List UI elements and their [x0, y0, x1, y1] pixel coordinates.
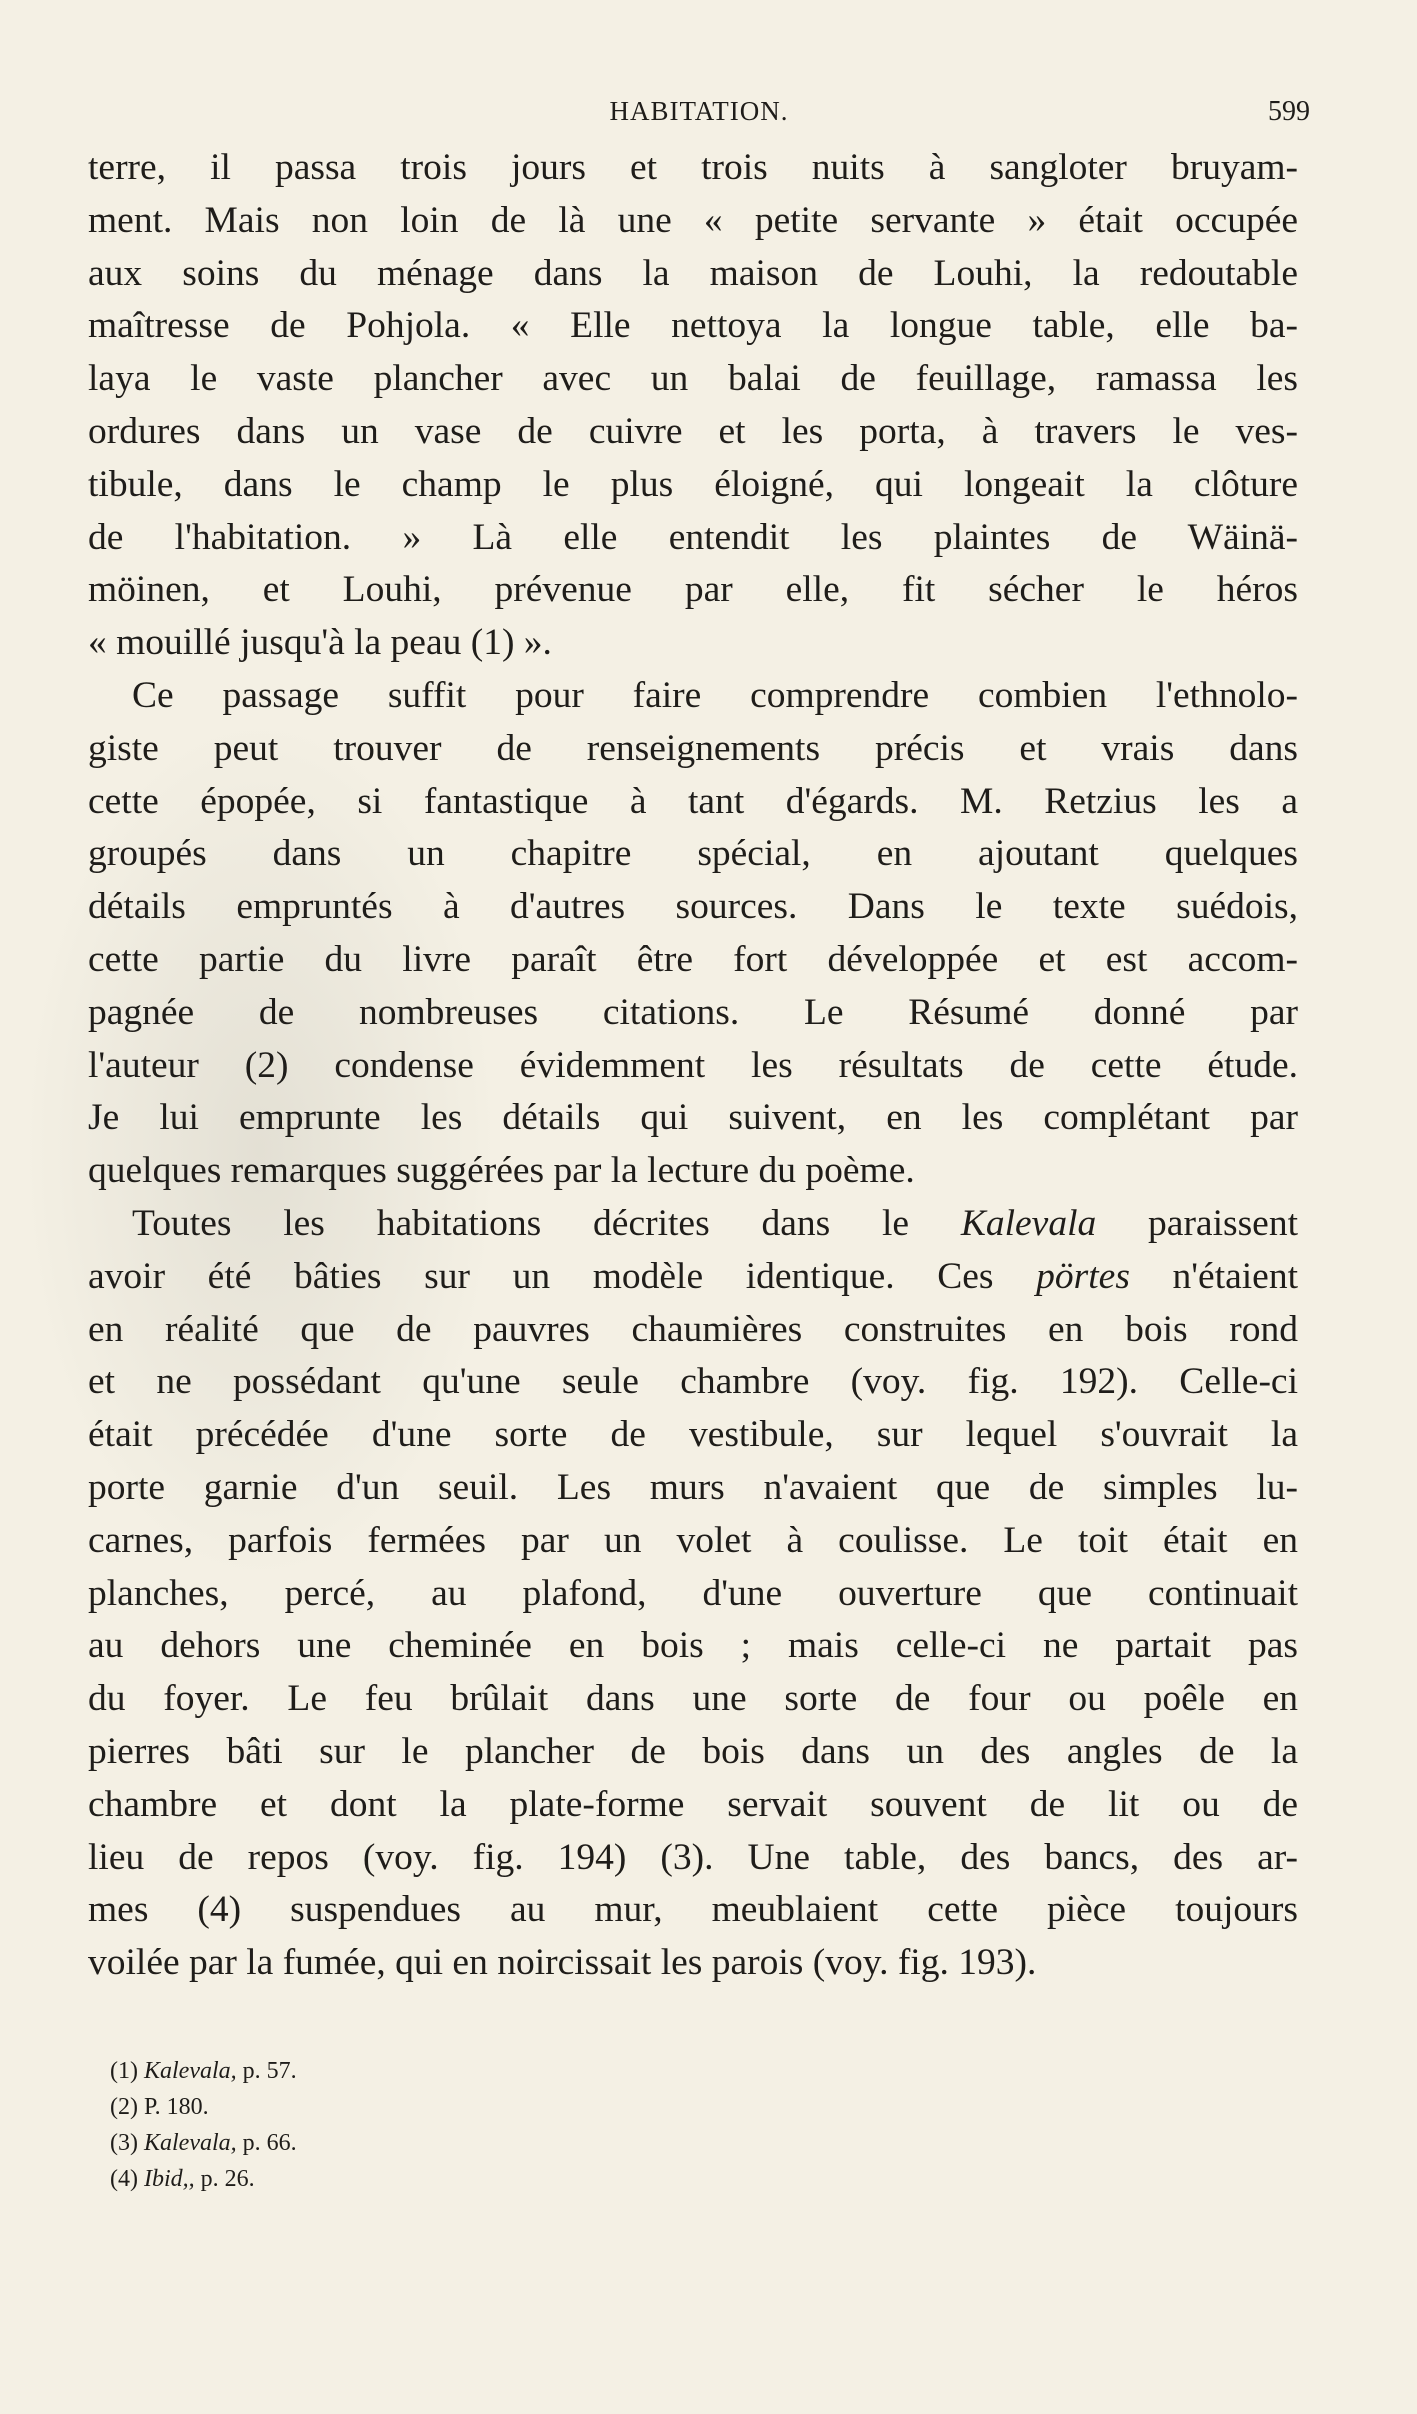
text-line: du foyer. Le feu brûlait dans une sorte de four ou poêle en: [88, 1678, 1298, 1720]
text-line: et ne possédant qu'une seule chambre (voy. fig. 192). Celle-ci: [88, 1361, 1298, 1403]
text-line: cette partie du livre paraît être fort développée et est accom-: [88, 938, 1298, 980]
text-line: maîtresse de Pohjola. « Elle nettoya la longue table, elle ba-: [88, 305, 1298, 347]
text-line: pagnée de nombreuses citations. Le Résumé donné par: [88, 991, 1298, 1033]
page-number: 599: [1268, 96, 1310, 127]
text-line: mes (4) suspendues au mur, meublaient cette pièce toujours: [88, 1889, 1298, 1931]
text-line: ordures dans un vase de cuivre et les porta, à travers le ves-: [88, 410, 1298, 452]
text-line: laya le vaste plancher avec un balai de feuillage, ramassa les: [88, 358, 1298, 400]
footnotes: [110, 2053, 810, 2197]
text-line: cette épopée, si fantastique à tant d'égards. M. Retzius les a: [88, 780, 1298, 822]
text-line: planches, percé, au plafond, d'une ouverture que continuait: [88, 1572, 1298, 1614]
text-line: « mouillé jusqu'à la peau (1) ».: [88, 622, 552, 664]
text-line: ment. Mais non loin de là une « petite servante » était occupée: [88, 199, 1298, 241]
text-line: möinen, et Louhi, prévenue par elle, fit sécher le héros: [88, 569, 1298, 611]
footnote: [110, 2161, 810, 2197]
text-line: carnes, parfois fermées par un volet à coulisse. Le toit était en: [88, 1519, 1298, 1561]
footnote-reference: p. 66.: [236, 2130, 297, 2156]
text-line: de l'habitation. » Là elle entendit les plaintes de Wäinä-: [88, 516, 1298, 558]
text-line: groupés dans un chapitre spécial, en ajoutant quelques: [88, 833, 1298, 875]
text-line: porte garnie d'un seuil. Les murs n'avaient que de simples lu-: [88, 1466, 1298, 1508]
text-line: giste peut trouver de renseignements précis et vrais dans: [88, 727, 1298, 769]
footnote-work: Ibid,,: [143, 2166, 195, 2192]
text-line: chambre et dont la plate-forme servait souvent de lit ou de: [88, 1783, 1298, 1825]
footnote-reference: p. 57.: [236, 2058, 297, 2084]
text-line: Ce passage suffit pour faire comprendre combien l'ethnolo-: [132, 674, 1298, 716]
text-line: détails empruntés à d'autres sources. Dans le texte suédois,: [88, 886, 1298, 928]
text-line: pierres bâti sur le plancher de bois dans un des angles de la: [88, 1730, 1298, 1772]
footnote-number: (4): [110, 2166, 144, 2192]
running-title: HABITATION.: [609, 96, 789, 126]
text-line: Toutes les habitations décrites dans le Kalevala paraissent: [132, 1202, 1298, 1244]
text-line: Je lui emprunte les détails qui suivent, en les complétant par: [88, 1097, 1298, 1139]
text-line: tibule, dans le champ le plus éloigné, qui longeait la clôture: [88, 463, 1298, 505]
footnote-number: (3): [110, 2130, 144, 2156]
footnote-work: Kalevala,: [143, 2130, 237, 2156]
body-text: [88, 142, 1298, 1990]
footnote-reference: p. 26.: [194, 2166, 255, 2192]
footnote-work: Kalevala,: [143, 2058, 237, 2084]
text-line: terre, il passa trois jours et trois nuits à sangloter bruyam-: [88, 147, 1298, 188]
italic-term: Kalevala: [960, 1202, 1097, 1244]
footnote: [110, 2089, 810, 2125]
running-head: [88, 96, 1310, 136]
text-line: avoir été bâties sur un modèle identique. Ces pörtes n'étaient: [88, 1255, 1298, 1297]
footnote: [110, 2125, 810, 2161]
text-line: l'auteur (2) condense évidemment les résultats de cette étude.: [88, 1044, 1298, 1086]
text-line: aux soins du ménage dans la maison de Louhi, la redoutable: [88, 252, 1298, 294]
footnote-number: (2): [110, 2094, 144, 2120]
italic-term: pörtes: [1036, 1255, 1130, 1297]
footnote-reference: P. 180.: [143, 2094, 209, 2120]
text-line: au dehors une cheminée en bois ; mais celle-ci ne partait pas: [88, 1625, 1298, 1667]
text-line: quelques remarques suggérées par la lecture du poème.: [88, 1150, 915, 1192]
footnote-number: (1): [110, 2058, 144, 2084]
text-line: lieu de repos (voy. fig. 194) (3). Une table, des bancs, des ar-: [88, 1836, 1298, 1878]
footnote: [110, 2053, 810, 2089]
text-line: était précédée d'une sorte de vestibule, sur lequel s'ouvrait la: [88, 1414, 1298, 1456]
text-line: en réalité que de pauvres chaumières construites en bois rond: [88, 1308, 1298, 1350]
text-line: voilée par la fumée, qui en noircissait les parois (voy. fig. 193).: [88, 1942, 1037, 1984]
